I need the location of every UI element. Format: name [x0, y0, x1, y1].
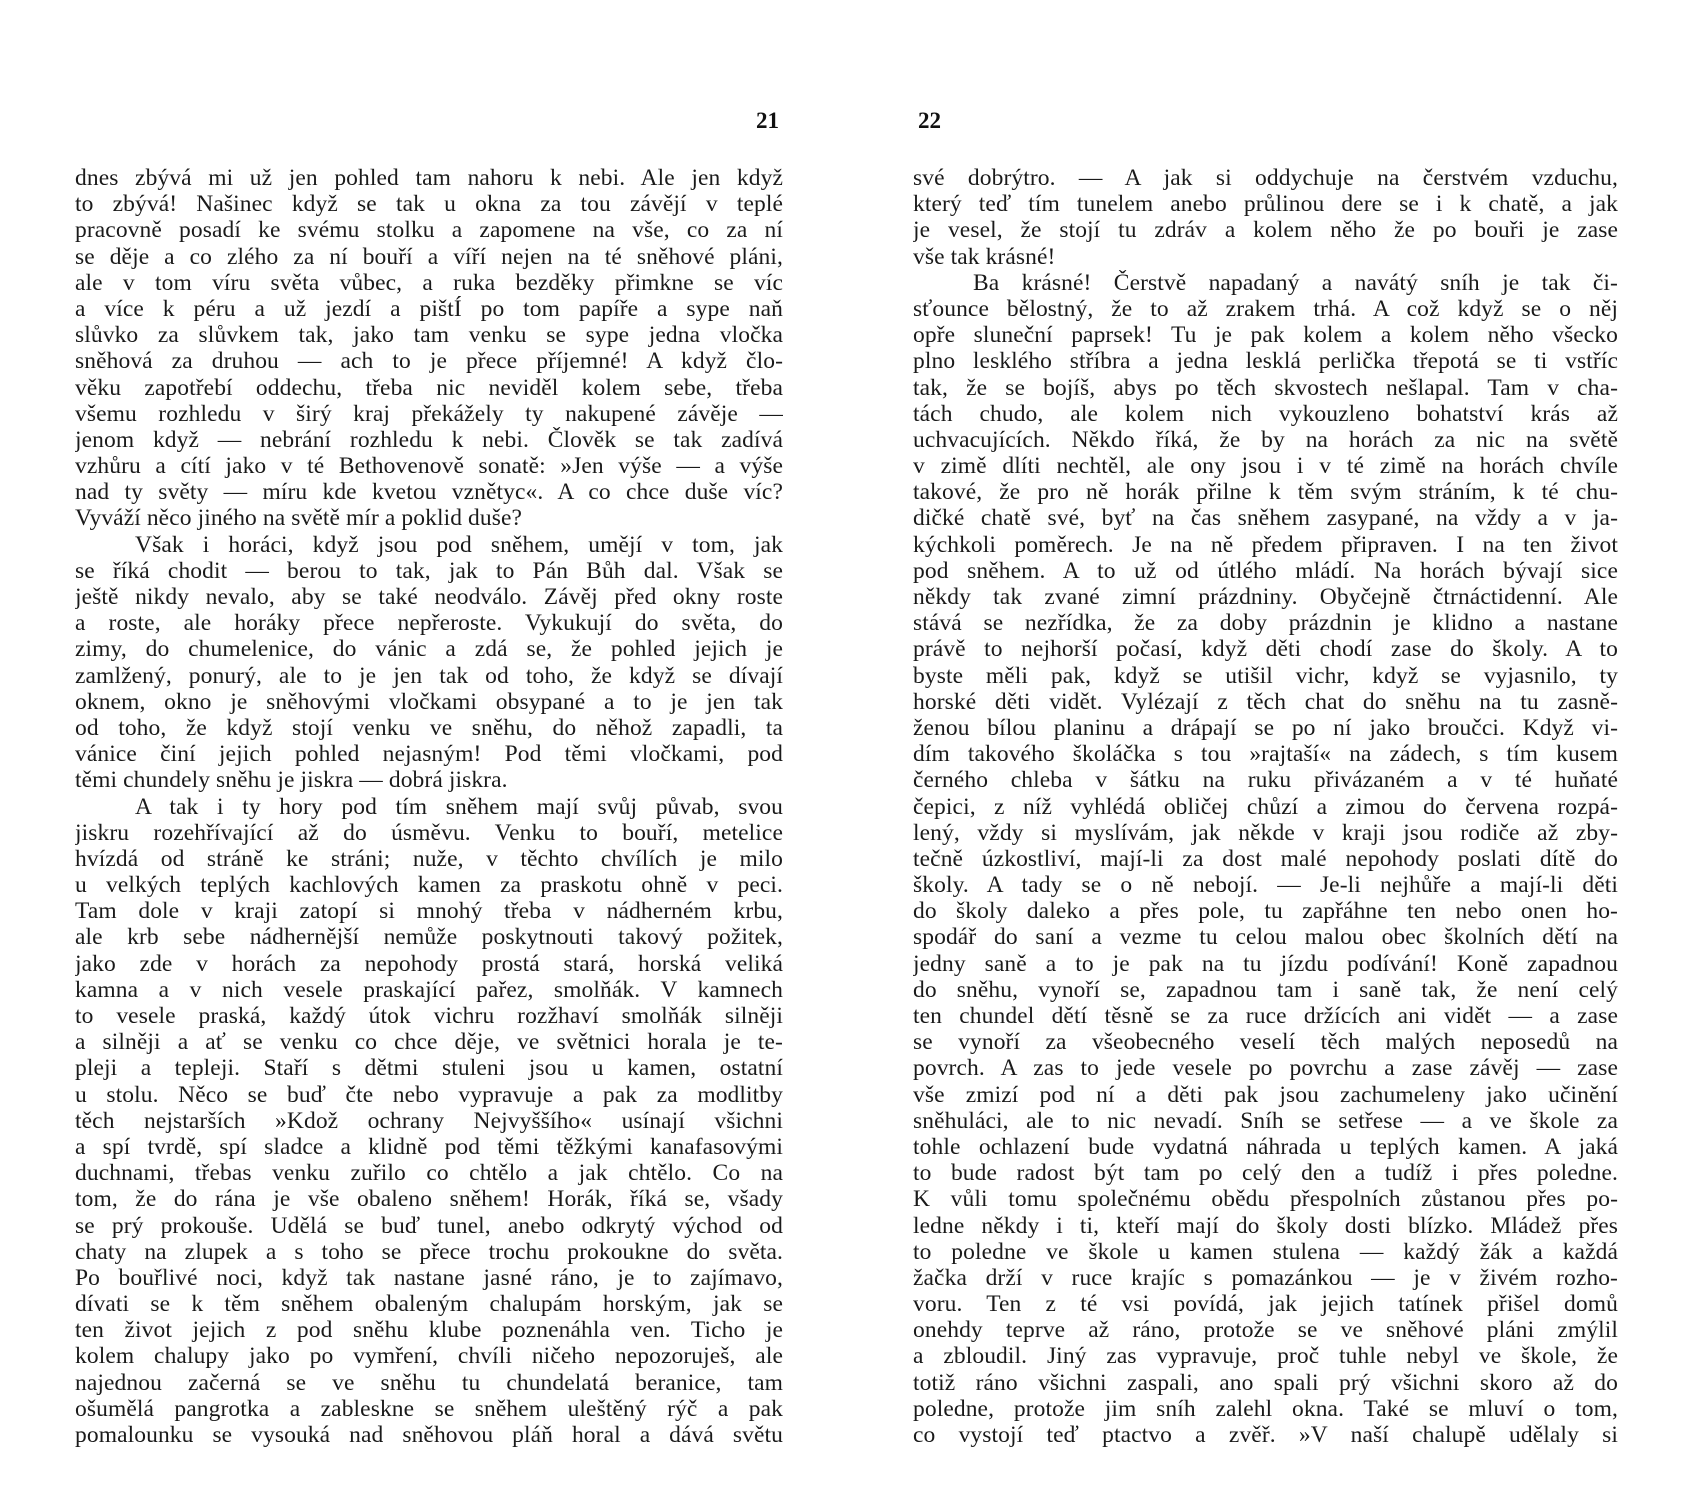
text-line: se vynoří za všeobecného veselí těch malých neposedů na	[913, 1029, 1618, 1056]
page-number: 21	[756, 108, 779, 133]
text-line: takové, že pro ně horák přilne k těm svým stráním, k té chu-	[913, 479, 1618, 506]
text-line: ošumělá pangrotka a zableskne se sněhem uleštěný rýč a pak	[75, 1395, 783, 1422]
text-line: oknem, okno je sněhovými vločkami obsypané a to je jen tak	[75, 688, 783, 715]
text-line: jiskru rozehřívající až do úsměvu. Venku to bouří, metelice	[75, 819, 783, 846]
text-line: vánice činí jejich pohled nejasným! Pod těmi vločkami, pod	[75, 741, 783, 768]
text-line: ale v tom víru světa vůbec, a ruka bezděky přimkne se víc	[75, 269, 783, 296]
text-line: byste měli pak, když se utišil vichr, když se vyjasnilo, ty	[913, 662, 1618, 689]
text-line: opře sluneční paprsek! Tu je pak kolem a kolem něho všecko	[913, 322, 1618, 349]
text-line: stává se nezřídka, že za doby prázdnin je klidno a nastane	[913, 610, 1618, 637]
text-line: nad ty světy — míru kde kvetou vznětyc«. A co chce duše víc?	[75, 479, 783, 506]
text-line: horské děti vidět. Vylézají z těch chat do sněhu na tu zasně-	[913, 688, 1618, 715]
text-line: Tam dole v kraji zatopí si mnohý třeba v nádherném krbu,	[75, 898, 783, 925]
text-line: ledne někdy i ti, kteří mají do školy dosti blízko. Mládež přes	[913, 1212, 1618, 1239]
body-text	[75, 165, 783, 1448]
text-line: hvízdá od stráně ke stráni; nuže, v těchto chvílích je milo	[75, 845, 783, 872]
text-line: jenom když — nebrání rozhledu k nebi. Člověk se tak zadívá	[75, 426, 783, 453]
text-line: své dobrýtro. — A jak si oddychuje na čerstvém vzduchu,	[913, 165, 1618, 191]
text-line: věku zapotřebí oddechu, třeba nic neviděl kolem sebe, třeba	[75, 374, 783, 401]
text-line: ten chundel dětí těsně se za ruce držících ani vidět — a zase	[913, 1003, 1618, 1029]
text-line: do sněhu, vynoří se, zapadnou tam i saně tak, že není celý	[913, 976, 1618, 1003]
text-line: chaty na zlupek a s toho se přece trochu prokoukne do světa.	[75, 1238, 783, 1265]
text-line: A tak i ty hory pod tím sněhem mají svůj půvab, svou	[135, 793, 783, 820]
text-line: kýchkoli poměrech. Je na ně předem připraven. I na ten život	[913, 531, 1618, 558]
text-line: v zimě dlíti nechtěl, ale ony jsou i v té zimě na horách chvíle	[913, 453, 1618, 480]
right-page	[843, 0, 1686, 1501]
text-line: slůvko za slůvkem tak, jako tam venku se sype jedna vločka	[75, 322, 783, 349]
text-line: je vesel, že stojí tu zdráv a kolem něho že po bouři je zase	[913, 217, 1618, 244]
text-line: právě to nejhorší počasí, když děti chodí zase do školy. A to	[913, 636, 1618, 663]
text-line: jako zde v horách za nepohody prostá stará, horská veliká	[75, 950, 783, 977]
page-number: 22	[918, 108, 941, 133]
text-line: Vyváží něco jiného na světě mír a poklid duše?	[75, 505, 523, 532]
text-line: dím takového školáčka s tou »rajtaší« na zádech, s tím kusem	[913, 741, 1618, 768]
text-line: Ba krásné! Čerstvě napadaný a navátý sníh je tak či-	[973, 269, 1618, 296]
text-line: K vůli tomu společnému obědu přespolních zůstanou přes po-	[913, 1186, 1618, 1213]
text-line: tečně úzkostliví, mají-li za dost malé nepohody poslati dítě do	[913, 845, 1618, 872]
text-line: povrch. A zas to jede vesele po povrchu a zase závěj — zase	[913, 1055, 1618, 1082]
text-line: ženou bílou planinu a drápají se po ní jako broučci. Když vi-	[913, 714, 1618, 741]
text-line: lený, vždy si myslívám, jak někde v kraji jsou rodiče až zby-	[913, 819, 1618, 846]
text-line: najednou začerná se ve sněhu tu chundelatá beranice, tam	[75, 1369, 783, 1396]
text-line: spodář do saní a vezme tu celou malou obec školních dětí na	[913, 924, 1618, 951]
text-line: a zbloudil. Jiný zas vypravuje, proč tuhle nebyl ve škole, že	[913, 1343, 1618, 1370]
text-line: ten život jejich z pod sněhu klube poznenáhla ven. Ticho je	[75, 1317, 783, 1344]
text-line: se děje a co zlého za ní bouří a víří nejen na té sněhové pláni,	[75, 243, 783, 270]
text-line: kamna a v nich vesele praskající pařez, smolňák. V kamnech	[75, 976, 783, 1003]
text-line: jedny saně a to je pak na tu jízdu podívání! Koně zapadnou	[913, 950, 1618, 977]
text-line: u stolu. Něco se buď čte nebo vypravuje a pak za modlitby	[75, 1081, 783, 1108]
text-line: sněhová za druhou — ach to je přece příjemné! A když člo-	[75, 348, 783, 375]
text-line: pomalounku se vysouká nad sněhovou pláň horal a dává světu	[75, 1422, 783, 1448]
text-line: vše zmizí pod ní a děti pak jsou zachumeleny jako učinění	[913, 1081, 1618, 1108]
text-line: těmi chundely sněhu je jiskra — dobrá jiskra.	[75, 767, 508, 794]
text-line: onehdy teprve až ráno, protože se ve sněhové pláni zmýlil	[913, 1317, 1618, 1344]
text-line: sťounce bělostný, že to až zrakem trhá. A což když se o něj	[913, 295, 1618, 322]
text-line: totiž ráno všichni zaspali, ano spali prý všichni skoro až do	[913, 1369, 1618, 1396]
text-line: zamlžený, ponurý, ale to je jen tak od toho, že když se dívají	[75, 662, 783, 689]
text-line: a více k péru a už jezdí a pištÍ po tom papíře a sype naň	[75, 295, 783, 322]
text-line: plno lesklého stříbra a jedna lesklá perlička třepotá se ti vstříc	[913, 348, 1618, 375]
text-line: pleji a tepleji. Staří s dětmi stuleni jsou u kamen, ostatní	[75, 1055, 783, 1082]
text-line: dičké chatě své, byť na čas sněhem zasypané, na vždy a v ja-	[913, 505, 1618, 532]
text-line: co vystojí teď ptactvo a zvěř. »V naší chalupě udělaly si	[913, 1422, 1618, 1448]
text-line: voru. Ten z té vsi povídá, jak jejich tatínek přišel domů	[913, 1291, 1618, 1318]
text-line: a silněji a ať se venku co chce děje, ve světnici horala je te-	[75, 1029, 783, 1056]
body-text	[913, 165, 1618, 1448]
text-line: do školy daleko a přes pole, tu zapřáhne ten nebo onen ho-	[913, 898, 1618, 925]
text-line: vše tak krásné!	[913, 243, 1056, 270]
text-line: čepici, z níž vyhlédá obličej chůzí a zimou do červena rozpá-	[913, 793, 1618, 820]
text-line: pracovně posadí ke svému stolku a zapomene na vše, co za ní	[75, 217, 783, 244]
text-line: Po bouřlivé noci, když tak nastane jasné ráno, je to zajímavo,	[75, 1264, 783, 1291]
text-line: který teď tím tunelem anebo průlinou dere se i k chatě, a jak	[913, 191, 1618, 218]
text-line: se říká chodit — berou to tak, jak to Pán Bůh dal. Však se	[75, 557, 783, 584]
text-line: duchnami, třebas venku zuřilo co chtělo a jak chtělo. Co na	[75, 1160, 783, 1187]
text-line: tak, že se bojíš, abys po těch skvostech nešlapal. Tam v cha-	[913, 374, 1618, 401]
text-line: černého chleba v šátku na ruku přivázaném a v té huňaté	[913, 767, 1618, 794]
text-line: to zbývá! Našinec když se tak u okna za tou závějí v teplé	[75, 191, 783, 218]
text-line: od toho, že když stojí venku ve sněhu, do něhož zapadli, ta	[75, 714, 783, 741]
text-line: žačka drží v ruce krajíc s pomazánkou — je v živém rozho-	[913, 1264, 1618, 1291]
text-line: někdy tak zvané zimní prázdniny. Obyčejně čtrnáctidenní. Ale	[913, 584, 1618, 610]
text-line: tohle ochlazení bude vydatná náhrada u teplých kamen. A jaká	[913, 1133, 1618, 1160]
text-line: to poledne ve škole u kamen stulena — každý žák a každá	[913, 1238, 1618, 1265]
text-line: kolem chalupy jako po vymření, chvíli ničeho nepozoruješ, ale	[75, 1343, 783, 1370]
text-line: uchvacujících. Někdo říká, že by na horách za nic na světě	[913, 426, 1618, 453]
text-line: to bude radost být tam po celý den a tudíž i přes poledne.	[913, 1160, 1618, 1187]
text-line: všemu rozhledu v širý kraj překážely ty nakupené závěje —	[75, 400, 783, 427]
text-line: to vesele praská, každý útok vichru rozžhaví smolňák silněji	[75, 1003, 783, 1029]
text-line: poledne, protože jim sníh zalehl okna. Také se mluví o tom,	[913, 1395, 1618, 1422]
text-line: vzhůru a cítí jako v té Bethovenově sonatě: »Jen výše — a výše	[75, 453, 783, 480]
text-line: tách chudo, ale kolem nich vykouzleno bohatství krás až	[913, 400, 1618, 427]
text-line: tom, že do rána je vše obaleno sněhem! Horák, říká se, všady	[75, 1186, 783, 1213]
text-line: se prý prokouše. Udělá se buď tunel, anebo odkrytý východ od	[75, 1212, 783, 1239]
text-line: školy. A tady se o ně nebojí. — Je-li nejhůře a mají-li děti	[913, 872, 1618, 899]
text-line: zimy, do chumelenice, do vánic a zdá se, že pohled jejich je	[75, 636, 783, 663]
text-line: u velkých teplých kachlových kamen za praskotu ohně v peci.	[75, 872, 783, 899]
text-line: ale krb sebe nádhernější nemůže poskytnouti takový požitek,	[75, 924, 783, 951]
text-line: pod sněhem. A to už od útlého mládí. Na horách bývají sice	[913, 557, 1618, 584]
text-line: a spí tvrdě, spí sladce a klidně pod těmi těžkými kanafasovými	[75, 1133, 783, 1160]
text-line: dnes zbývá mi už jen pohled tam nahoru k nebi. Ale jen když	[75, 165, 783, 191]
text-line: Však i horáci, když jsou pod sněhem, umějí v tom, jak	[135, 531, 783, 558]
text-line: sněhuláci, ale to nic nevadí. Sníh se setřese — a ve škole za	[913, 1107, 1618, 1134]
text-line: těch nejstarších »Kdož ochrany Nejvyššího« usínají všichni	[75, 1107, 783, 1134]
text-line: a roste, ale horáky přece nepřeroste. Vykukují do světa, do	[75, 610, 783, 637]
text-line: dívati se k těm sněhem obaleným chalupám horským, jak se	[75, 1291, 783, 1318]
text-line: ještě nikdy nevalo, aby se také neodválo. Závěj před okny roste	[75, 584, 783, 610]
